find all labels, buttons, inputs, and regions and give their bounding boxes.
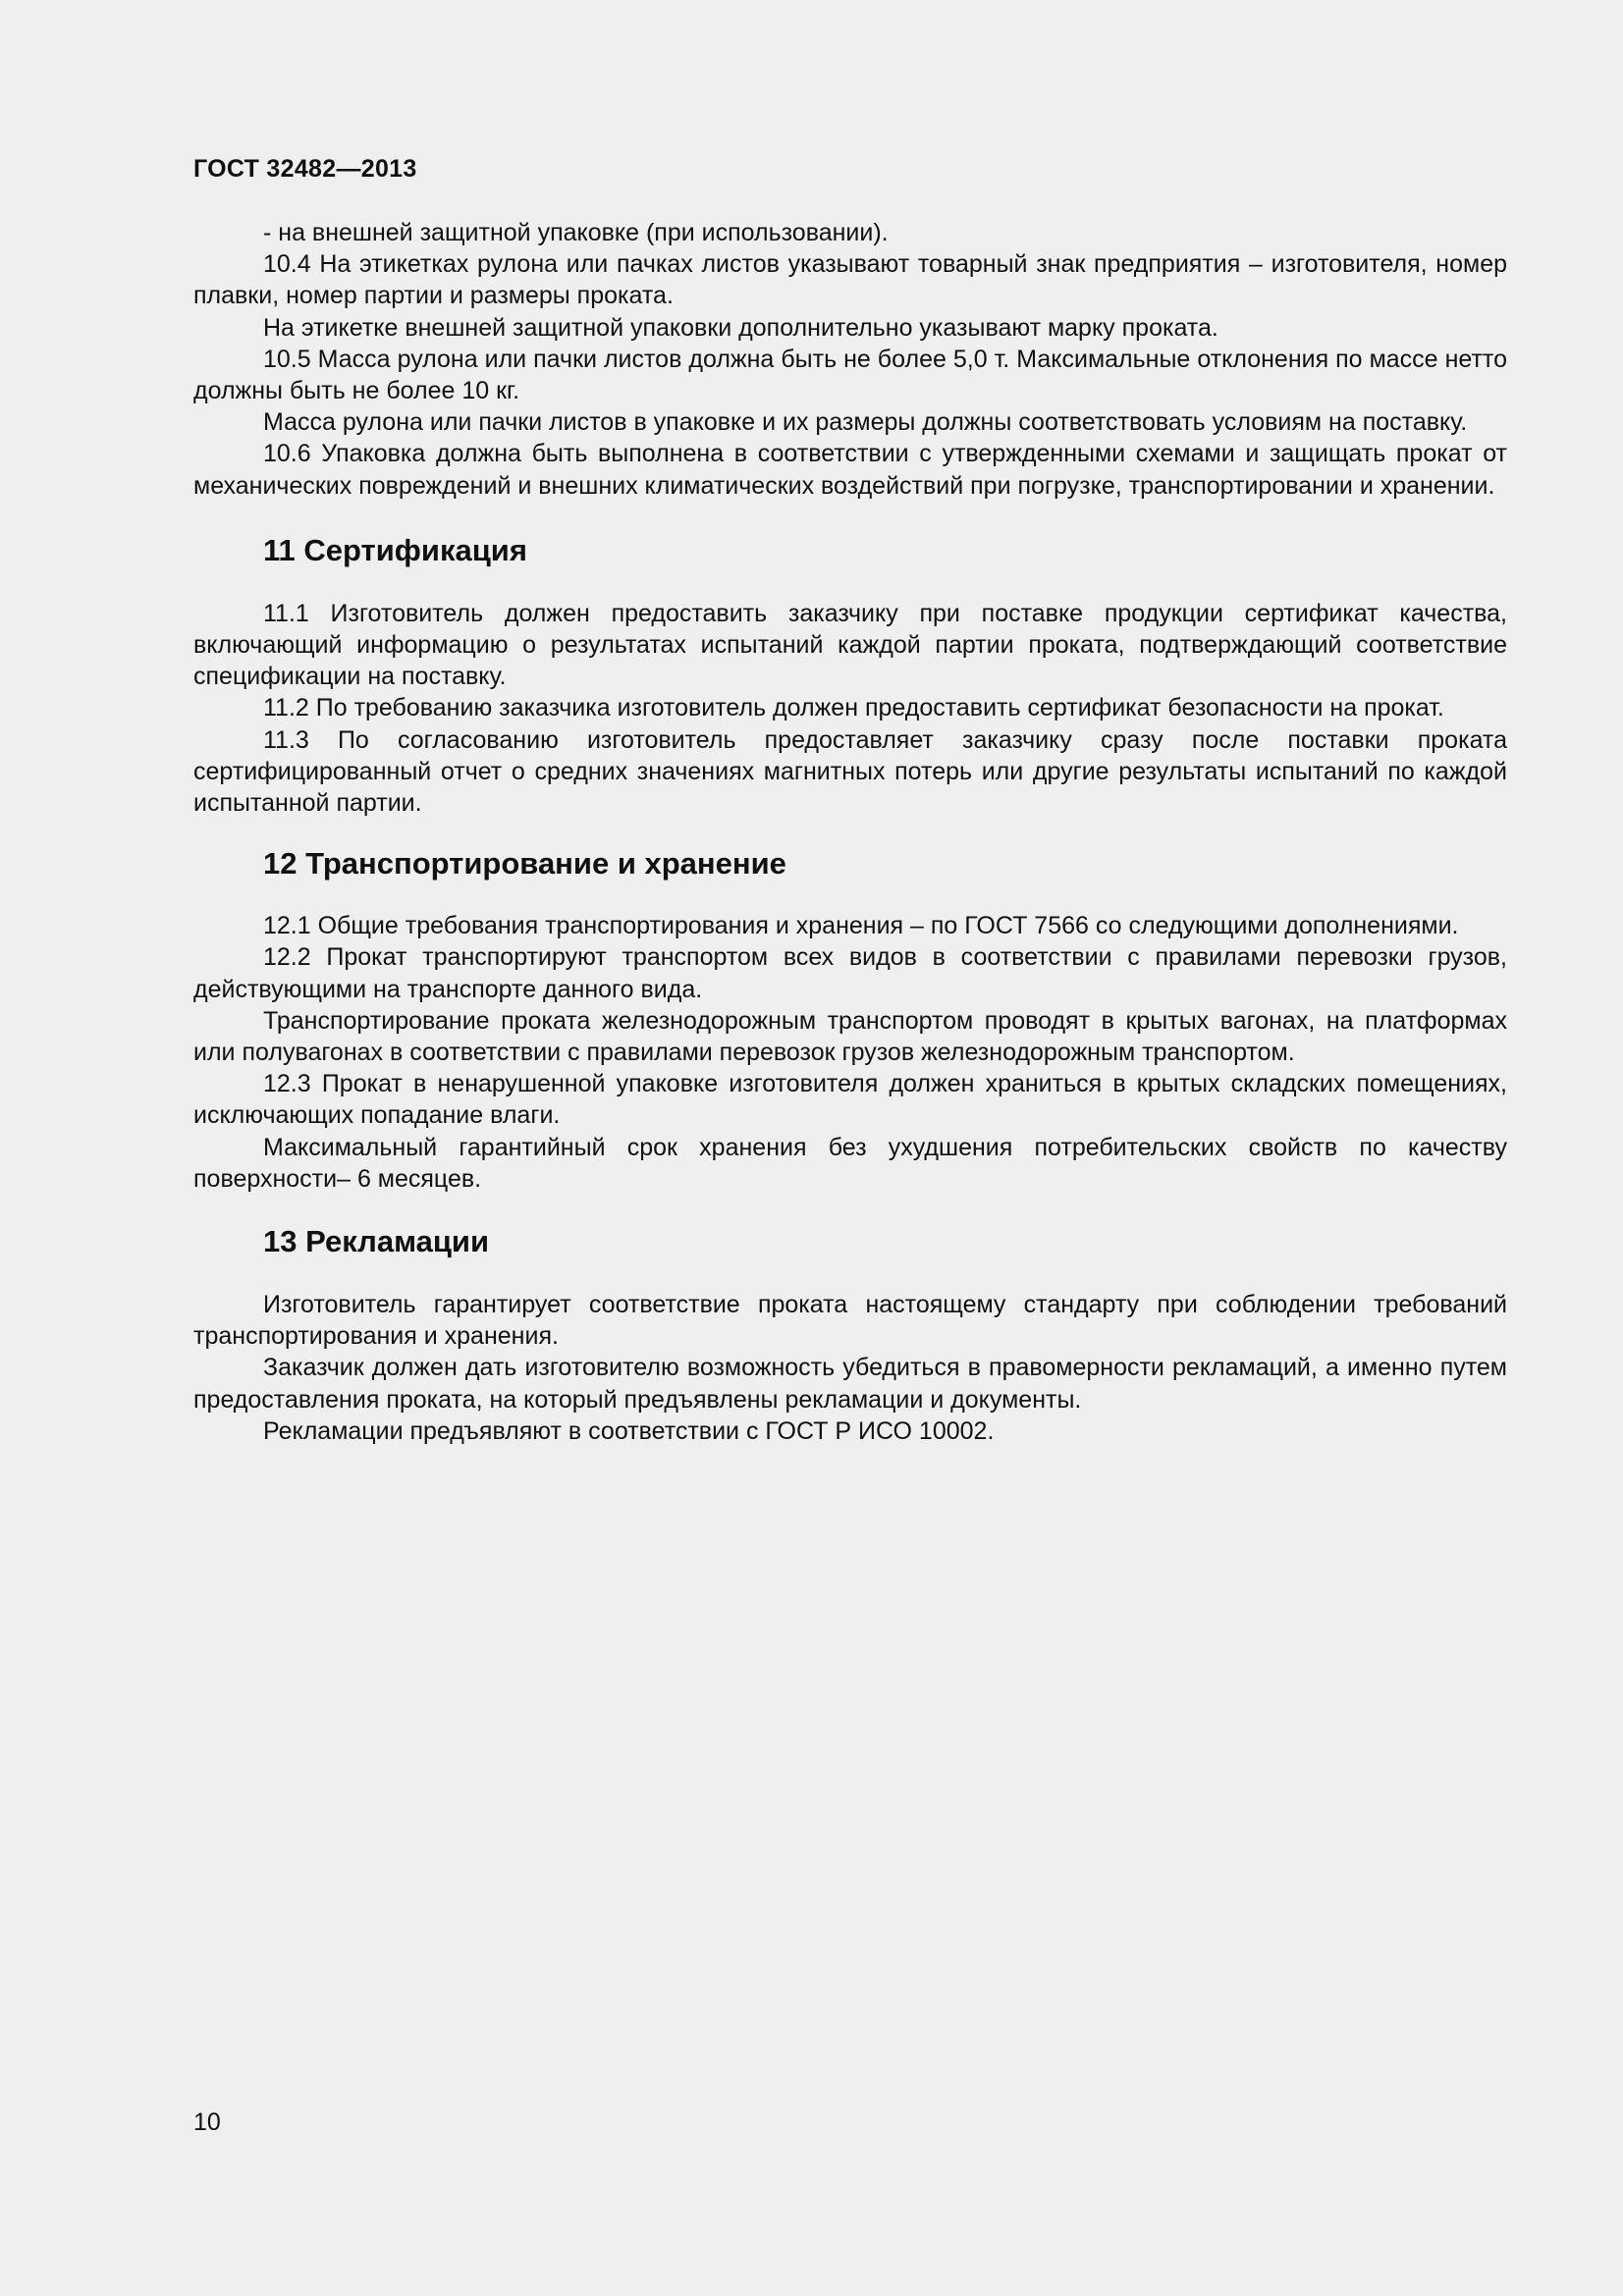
- section-heading-claims: 13 Рекламации: [263, 1224, 490, 1259]
- paragraph: Заказчик должен дать изготовителю возможность убедиться в правомерности рекламаций, а именно путем предоставления проката, на который предъявлены рекламации и документы.: [193, 1354, 1507, 1414]
- paragraph: 10.6 Упаковка должна быть выполнена в соответствии с утвержденными схемами и защищать прокат от механических повреждений и внешних климатических воздействий при погрузке, транспортировании и хранении.: [193, 440, 1507, 500]
- paragraph: На этикетке внешней защитной упаковки дополнительно указывают марку проката.: [263, 313, 1218, 342]
- paragraph: 11.2 По требованию заказчика изготовитель должен предоставить сертификат безопасности на прокат.: [263, 694, 1444, 722]
- paragraph: Транспортирование проката железнодорожным транспортом проводят в крытых вагонах, на платформах или полувагонах в соответствии с правилами перевозок грузов железнодорожным транспортом.: [193, 1006, 1507, 1067]
- paragraph: 11.1 Изготовитель должен предоставить заказчику при поставке продукции сертификат качества, включающий информацию о результатах испытаний каждой партии проката, подтверждающий соответствие спецификации на поставку.: [193, 599, 1507, 691]
- paragraph: Изготовитель гарантирует соответствие проката настоящему стандарту при соблюдении требований транспортирования и хранения.: [193, 1291, 1507, 1351]
- standard-code: ГОСТ 32482—2013: [193, 155, 417, 183]
- paragraph: 12.1 Общие требования транспортирования и хранения – по ГОСТ 7566 со следующими дополнениями.: [263, 912, 1459, 940]
- paragraph: 12.3 Прокат в ненарушенной упаковке изготовителя должен храниться в крытых складских помещениях, исключающих попадание влаги.: [193, 1070, 1507, 1130]
- document-body: [193, 217, 1507, 1447]
- paragraph: 10.4 На этикетках рулона или пачках листов указывают товарный знак предприятия – изготовителя, номер плавки, номер партии и размеры проката.: [193, 250, 1507, 310]
- paragraph: - на внешней защитной упаковке (при использовании).: [263, 219, 889, 246]
- section-heading-certification: 11 Сертификация: [263, 532, 527, 567]
- section-heading-transport-storage: 12 Транспортирование и хранение: [263, 846, 786, 881]
- paragraph: 11.3 По согласованию изготовитель предоставляет заказчику сразу после поставки проката сертифицированный отчет о средних значениях магнитных потерь или другие результаты испытаний по каждой испытанной партии.: [193, 725, 1507, 818]
- paragraph: Масса рулона или пачки листов в упаковке и их размеры должны соответствовать условиям на поставку.: [263, 408, 1468, 437]
- paragraph: 10.5 Масса рулона или пачки листов должна быть не более 5,0 т. Максимальные отклонения по массе нетто должны быть не более 10 кг.: [193, 345, 1507, 405]
- paragraph: Рекламации предъявляют в соответствии с ГОСТ Р ИСО 10002.: [263, 1416, 995, 1445]
- paragraph: Максимальный гарантийный срок хранения без ухудшения потребительских свойств по качеству поверхности– 6 месяцев.: [193, 1133, 1507, 1193]
- paragraph: 12.2 Прокат транспортируют транспортом всех видов в соответствии с правилами перевозки грузов, действующими на транспорте данного вида.: [193, 943, 1507, 1003]
- page-number: 10: [193, 2109, 221, 2136]
